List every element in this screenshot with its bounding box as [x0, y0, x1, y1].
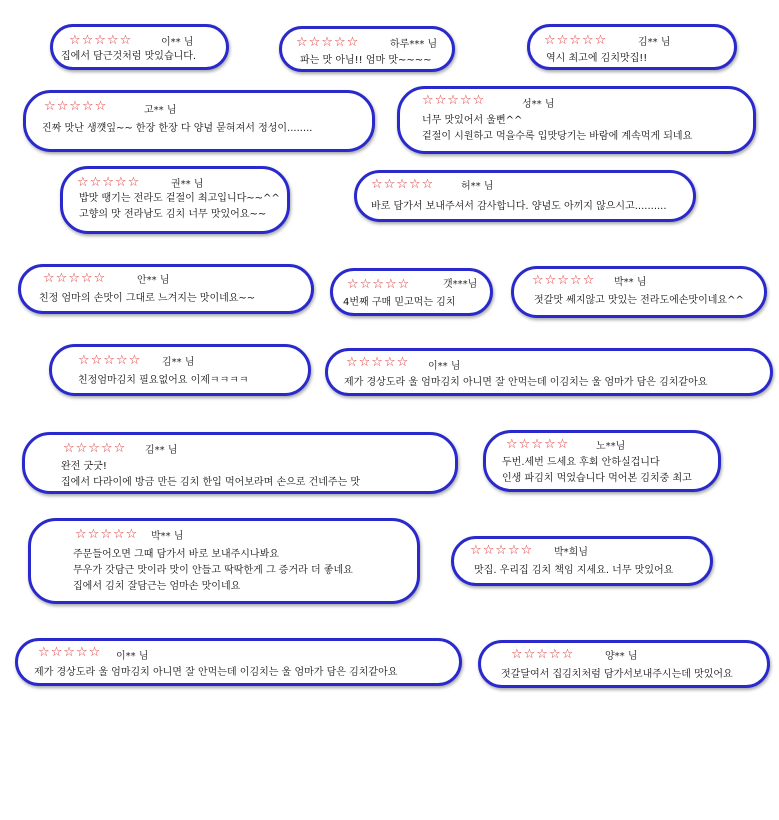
- review-line: 친정 엄마의 손맛이 그대로 느겨지는 맛이네요~~: [39, 293, 256, 304]
- star-rating: ☆☆☆☆☆: [63, 441, 127, 456]
- review-line: 파는 맛 아님!! 엄마 맛~~~~: [300, 55, 432, 66]
- review-line: 역시 최고에 김치맛집!!: [546, 53, 648, 64]
- star-rating: ☆☆☆☆☆: [69, 33, 133, 48]
- review-line: 친정엄마김치 필요없어요 이제ㅋㅋㅋㅋ: [78, 375, 249, 386]
- review-bubble: [22, 432, 458, 494]
- review-text: [34, 665, 397, 681]
- review-line: 4번째 구매 믿고먹는 김치: [343, 297, 456, 308]
- review-bubble: [18, 264, 314, 314]
- star-rating: ☆☆☆☆☆: [470, 543, 534, 558]
- review-line: 겉절이 시원하고 먹을수록 입맛당기는 바람에 계속먹게 되네요: [422, 131, 693, 142]
- reviewer-name: 고** 님: [144, 105, 177, 116]
- review-line: 젓갈달여서 집김치처럼 담가서보내주시는데 맛있어요: [501, 669, 733, 680]
- review-line: 집에서 다라이에 방금 만든 김치 한입 먹어보라며 손으로 건네주는 맛: [61, 477, 361, 488]
- star-rating: ☆☆☆☆☆: [44, 99, 108, 114]
- star-rating: ☆☆☆☆☆: [347, 277, 411, 292]
- reviewer-name: 박*희님: [554, 547, 588, 558]
- star-rating: ☆☆☆☆☆: [371, 177, 435, 192]
- review-text: [344, 375, 707, 391]
- review-text: [73, 547, 353, 595]
- review-text: [371, 199, 667, 215]
- review-bubble: [28, 518, 420, 604]
- review-line: 맛집. 우리집 김치 책임 지세요. 너무 맛있어요: [474, 565, 674, 576]
- star-rating: ☆☆☆☆☆: [77, 175, 141, 190]
- review-bubble: [325, 348, 773, 396]
- review-bubble: [527, 24, 737, 70]
- reviewer-name: 하루*** 님: [390, 39, 438, 50]
- review-bubble: [279, 26, 455, 72]
- reviewer-name: 박** 님: [151, 531, 184, 542]
- reviewer-name: 성** 님: [522, 99, 555, 110]
- review-bubble: [50, 24, 229, 70]
- review-bubble: [330, 268, 493, 316]
- star-rating: ☆☆☆☆☆: [532, 273, 596, 288]
- review-line: 바로 담가서 보내주셔서 감사합니다. 양념도 아끼지 않으시고..........: [371, 201, 667, 212]
- review-line: 집에서 담근것처럼 맛있습니다.: [61, 51, 197, 62]
- review-line: 너무 맛있어서 울뻔^^: [422, 115, 523, 126]
- reviewer-name: 김** 님: [638, 37, 671, 48]
- review-text: [39, 291, 255, 307]
- review-bubble: [23, 90, 375, 152]
- review-line: 진짜 맛난 생꺳잎~~ 한장 한장 다 양념 묻혀져서 정성이........: [42, 123, 313, 134]
- star-rating: ☆☆☆☆☆: [511, 647, 575, 662]
- reviewer-name: 갯***님: [443, 279, 478, 290]
- review-bubble: [354, 170, 696, 222]
- reviewer-name: 노**님: [596, 441, 626, 452]
- review-line: 주문들어오면 그때 담가서 바로 보내주시나봐요: [73, 549, 279, 560]
- review-bubble: [60, 166, 290, 234]
- reviewer-name: 김** 님: [145, 445, 178, 456]
- review-line: 완전 굿굿!: [61, 461, 107, 472]
- star-rating: ☆☆☆☆☆: [43, 271, 107, 286]
- star-rating: ☆☆☆☆☆: [506, 437, 570, 452]
- review-line: 젓갈맛 쎄지않고 맛있는 전라도에손맛이네요^^: [534, 295, 744, 306]
- reviewer-name: 안** 님: [137, 275, 170, 286]
- star-rating: ☆☆☆☆☆: [38, 645, 102, 660]
- review-text: [534, 293, 744, 309]
- review-bubble: [15, 638, 462, 686]
- reviewer-name: 권** 님: [171, 179, 204, 190]
- review-text: [78, 373, 249, 389]
- review-text: [79, 191, 280, 223]
- star-rating: ☆☆☆☆☆: [346, 355, 410, 370]
- reviewer-name: 이** 님: [116, 651, 149, 662]
- review-text: [501, 667, 733, 683]
- review-text: [502, 455, 692, 487]
- star-rating: ☆☆☆☆☆: [422, 93, 486, 108]
- review-line: 무우가 갓담근 맛이라 맛이 안들고 딱딱한게 그 증거라 더 좋네요: [73, 565, 353, 576]
- review-line: 두번.세번 드세요 후회 안하실겁니다: [502, 457, 660, 468]
- review-bubble: [49, 344, 311, 396]
- review-bubble: [511, 266, 767, 318]
- review-text: [474, 563, 673, 579]
- star-rating: ☆☆☆☆☆: [544, 33, 608, 48]
- review-bubble: [397, 86, 756, 154]
- review-line: 제가 경상도라 울 엄마김치 아니면 잘 안먹는데 이김치는 울 엄마가 담은 김치같아요: [34, 667, 398, 678]
- review-text: [546, 51, 647, 67]
- review-line: 제가 경상도라 울 엄마김치 아니면 잘 안먹는데 이김치는 울 엄마가 담은 김치같아요: [344, 377, 708, 388]
- review-bubble: [478, 640, 770, 688]
- review-bubble: [483, 430, 721, 492]
- review-line: 밥맛 땡기는 전라도 겉절이 최고입니다~~^^: [79, 193, 280, 204]
- review-line: 집에서 김치 잘담근는 엄마손 맛이네요: [73, 581, 241, 592]
- review-text: [42, 121, 312, 137]
- review-line: 인생 파김치 먹었습니다 먹어본 김치중 최고: [502, 473, 692, 484]
- star-rating: ☆☆☆☆☆: [78, 353, 142, 368]
- reviewer-name: 김** 님: [162, 357, 195, 368]
- star-rating: ☆☆☆☆☆: [296, 35, 360, 50]
- reviewer-name: 양** 님: [605, 651, 638, 662]
- reviewer-name: 이** 님: [428, 361, 461, 372]
- review-bubble: [451, 536, 713, 586]
- review-text: [422, 113, 692, 145]
- reviewer-name: 이** 님: [161, 37, 194, 48]
- review-line: 고향의 맛 전라남도 김치 너무 맛있어요~~: [79, 209, 267, 220]
- review-text: [343, 295, 456, 311]
- review-text: [61, 49, 196, 65]
- review-text: [300, 53, 432, 69]
- reviewer-name: 박** 님: [614, 277, 647, 288]
- reviewer-name: 허** 님: [461, 181, 494, 192]
- star-rating: ☆☆☆☆☆: [75, 527, 139, 542]
- review-text: [61, 459, 360, 491]
